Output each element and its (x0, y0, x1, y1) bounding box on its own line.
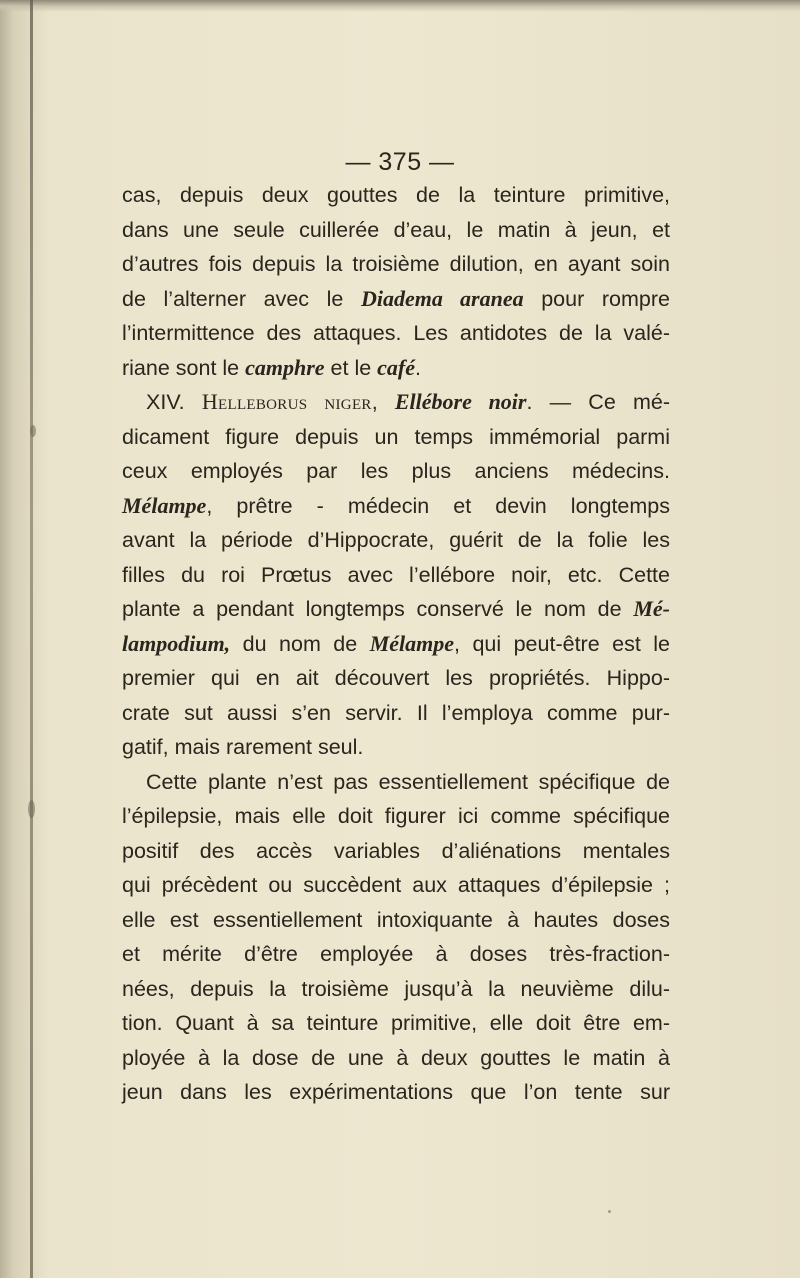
text-line: premier qui en ait découvert les propriétés. Hippo- (122, 666, 670, 690)
paragraph-start-line: Cette plante n’est pas essentiellement spécifique de (146, 769, 670, 794)
text-line: lampodium, du nom de Mélampe, qui peut-être est le (122, 630, 670, 656)
text-line: l’intermittence des attaques. Les antidotes de la valé- (122, 321, 670, 345)
text-line: de l’alterner avec le Diadema aranea pour rompre (122, 285, 670, 311)
italic-term: Ellébore noir (394, 389, 527, 414)
text-line: dans une seule cuillerée d’eau, le matin à jeun, et (122, 217, 670, 242)
section-heading-line: XIV. Helleborus niger, Ellébore noir. — Ce mé- (146, 389, 670, 414)
text-line: avant la période d’Hippocrate, guérit de la folie les (122, 528, 670, 552)
text-line: l’épilepsie, mais elle doit figurer ici comme spécifique (122, 804, 670, 828)
italic-term: café (377, 354, 416, 380)
binding-edge (30, 0, 33, 1278)
text-line: dicament figure depuis un temps immémorial parmi (122, 424, 670, 449)
text-line: gatif, mais rarement seul. (122, 735, 364, 759)
text-line: jeun dans les expérimentations que l’on tente sur (122, 1080, 670, 1104)
text-line: plante a pendant longtemps conservé le nom de Mé- (122, 596, 670, 621)
text-line: qui précèdent ou succèdent aux attaques d’épilepsie ; (122, 873, 670, 897)
text-line: crate sut aussi s’en servir. Il l’employa comme pur- (122, 700, 670, 725)
body-text (122, 178, 670, 1110)
page-number: — 375 — (345, 148, 455, 176)
text-line: positif des accès variables d’aliénations mentales (122, 838, 670, 863)
italic-term: Mélampe (369, 630, 455, 656)
text-line: ployée à la dose de une à deux gouttes le matin à (122, 1045, 670, 1070)
italic-term: Mélampe (122, 492, 207, 518)
ink-speck (30, 425, 36, 437)
text-line: filles du roi Prœtus avec l’ellébore noir, etc. Cette (122, 562, 670, 587)
italic-term: Mé- (633, 596, 670, 621)
page-top-edge (0, 0, 800, 12)
text-line: d’autres fois depuis la troisième dilution, en ayant soin (122, 252, 670, 276)
italic-term: Diadema aranea (361, 285, 524, 311)
text-line: tion. Quant à sa teinture primitive, elle doit être em- (122, 1011, 670, 1035)
text-line: nées, depuis la troisième jusqu’à la neuvième dilu- (122, 976, 670, 1001)
ink-speck (28, 800, 35, 818)
text-line: Mélampe, prêtre - médecin et devin longtemps (122, 492, 670, 518)
text-line: cas, depuis deux gouttes de la teinture primitive, (122, 183, 670, 207)
text-line: elle est essentiellement intoxiquante à hautes doses (122, 907, 670, 932)
text-line: et mérite d’être employée à doses très-fraction- (122, 942, 670, 966)
italic-term: camphre (245, 354, 325, 380)
text-line: riane sont le camphre et le café. (122, 354, 421, 380)
text-line: ceux employés par les plus anciens médecins. (122, 459, 670, 483)
small-caps-term: Helleborus niger (201, 389, 372, 414)
italic-term: lampodium, (122, 630, 231, 656)
ink-speck (608, 1210, 611, 1213)
